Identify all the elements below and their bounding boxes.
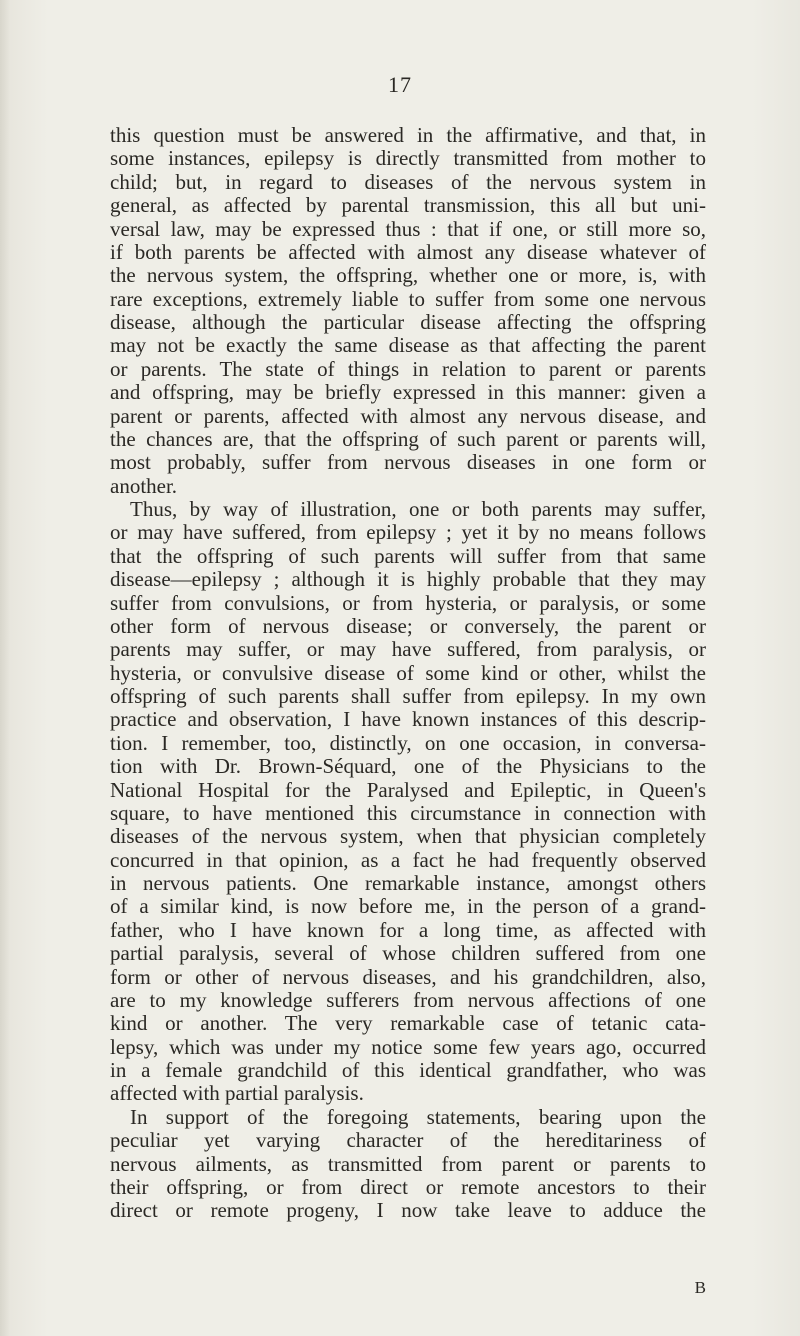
- text-line: nervous ailments, as transmitted from parent or parents to: [110, 1151, 706, 1176]
- text-line: or may have suffered, from epilepsy ; yet it by no means follows: [110, 520, 706, 545]
- text-line: father, who I have known for a long time, as affected with: [110, 917, 706, 942]
- text-line: tion with Dr. Brown-Séquard, one of the Physicians to the: [110, 754, 706, 779]
- text-line: of a similar kind, is now before me, in the person of a grand-: [110, 894, 706, 919]
- text-line: affected with partial paralysis.: [110, 1081, 364, 1106]
- text-line: practice and observation, I have known instances of this descrip-: [110, 707, 706, 732]
- text-line: this question must be answered in the affirmative, and that, in: [110, 123, 706, 147]
- text-line: in a female grandchild of this identical grandfather, who was: [110, 1058, 706, 1082]
- text-line: child; but, in regard to diseases of the nervous system in: [110, 169, 706, 194]
- text-line: hysteria, or convulsive disease of some kind or other, whilst the: [110, 660, 706, 685]
- text-line: other form of nervous disease; or conversely, the parent or: [110, 613, 706, 638]
- text-line: if both parents be affected with almost any disease whatever of: [110, 239, 706, 264]
- text-line: their offspring, or from direct or remote ancestors to their: [110, 1174, 706, 1199]
- text-line: versal law, may be expressed thus : that if one, or still more so,: [110, 216, 706, 241]
- text-line: parents may suffer, or may have suffered, from paralysis, or: [110, 637, 706, 662]
- text-line: direct or remote progeny, I now take leave to adduce the: [110, 1198, 706, 1223]
- body-text: [110, 124, 706, 1223]
- text-line: square, to have mentioned this circumstance in connection with: [110, 800, 706, 825]
- text-line: in nervous patients. One remarkable instance, amongst others: [110, 871, 706, 895]
- text-line: are to my knowledge sufferers from nervous affections of one: [110, 987, 706, 1012]
- text-line: another.: [110, 473, 178, 498]
- text-line: disease—epilepsy ; although it is highly probable that they may: [110, 567, 706, 592]
- text-line: that the offspring of such parents will suffer from that same: [110, 543, 706, 568]
- text-line: parent or parents, affected with almost any nervous disease, and: [110, 403, 706, 428]
- text-line: Thus, by way of illustration, one or both parents may suffer,: [130, 497, 706, 521]
- text-line: and offspring, may be briefly expressed in this manner: given a: [110, 380, 706, 405]
- page-gutter-shadow: [0, 0, 10, 1336]
- text-line: most probably, suffer from nervous diseases in one form or: [110, 450, 706, 475]
- text-line: form or other of nervous diseases, and his grandchildren, also,: [110, 964, 706, 989]
- text-line: disease, although the particular disease affecting the offspring: [110, 310, 706, 334]
- text-line: rare exceptions, extremely liable to suffer from some one nervous: [110, 286, 706, 311]
- signature-mark: B: [694, 1278, 706, 1297]
- text-line: In support of the foregoing statements, bearing upon the: [130, 1104, 706, 1129]
- text-line: peculiar yet varying character of the hereditariness of: [110, 1128, 706, 1153]
- text-line: some instances, epilepsy is directly transmitted from mother to: [110, 146, 706, 171]
- page-number: 17: [388, 72, 412, 97]
- text-line: may not be exactly the same disease as that affecting the parent: [110, 333, 706, 358]
- text-line: the chances are, that the offspring of such parent or parents will,: [110, 426, 706, 451]
- text-line: concurred in that opinion, as a fact he had frequently observed: [110, 847, 706, 872]
- text-line: the nervous system, the offspring, whether one or more, is, with: [110, 263, 706, 288]
- text-line: lepsy, which was under my notice some few years ago, occurred: [110, 1034, 706, 1059]
- text-line: suffer from convulsions, or from hysteria, or paralysis, or some: [110, 590, 706, 615]
- text-line: tion. I remember, too, distinctly, on one occasion, in conversa-: [110, 730, 706, 755]
- text-line: offspring of such parents shall suffer from epilepsy. In my own: [110, 684, 706, 708]
- text-line: general, as affected by parental transmission, this all but uni-: [110, 193, 706, 218]
- text-line: or parents. The state of things in relation to parent or parents: [110, 356, 706, 381]
- text-line: National Hospital for the Paralysed and Epileptic, in Queen's: [110, 777, 706, 802]
- text-line: kind or another. The very remarkable case of tetanic cata-: [110, 1011, 706, 1036]
- text-line: diseases of the nervous system, when that physician completely: [110, 824, 706, 849]
- text-line: partial paralysis, several of whose children suffered from one: [110, 941, 706, 966]
